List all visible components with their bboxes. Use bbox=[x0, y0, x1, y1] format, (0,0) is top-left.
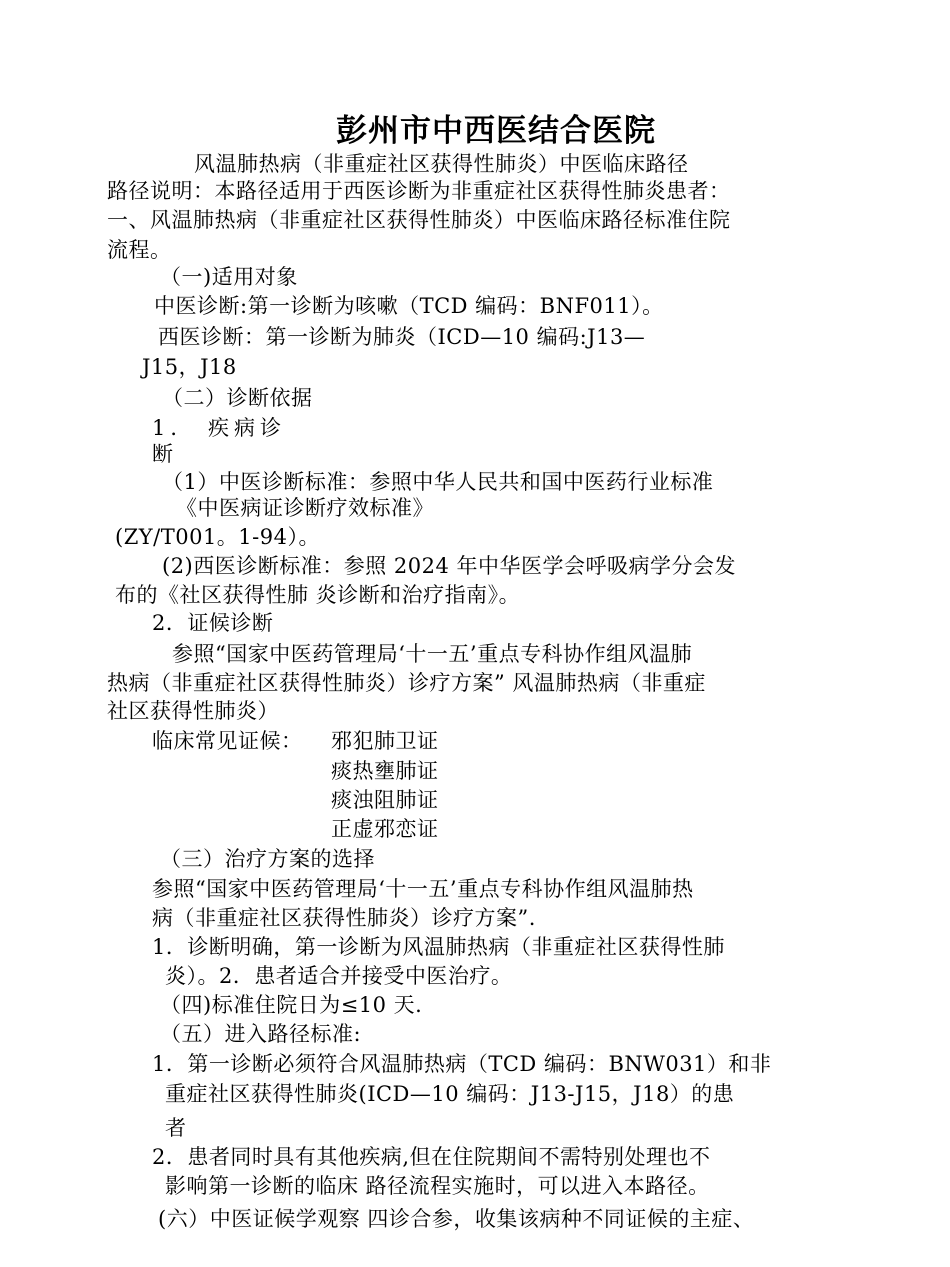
list-item: 1．第一诊断必须符合风温肺热病（TCD 编码：BNW031）和非 bbox=[152, 1052, 772, 1076]
section-heading: （五）进入路径标准: bbox=[160, 1022, 362, 1046]
wm-diagnosis: J15，J18 bbox=[142, 355, 237, 379]
list-item: 2．患者同时具有其他疾病,但在住院期间不需特别处理也不 bbox=[152, 1145, 711, 1169]
syndrome-item: 正虚邪恋证 bbox=[331, 817, 439, 841]
section-heading: （三）治疗方案的选择 bbox=[160, 847, 375, 871]
wm-standard: 布的《社区获得性肺 炎诊断和治疗指南》。 bbox=[115, 583, 521, 607]
tcm-standard: (ZY/T001。1-94）。 bbox=[115, 525, 320, 549]
syndrome-label: 临床常见证候： bbox=[152, 729, 303, 753]
syndrome-item: 痰浊阻肺证 bbox=[331, 788, 439, 812]
section-heading: （二）诊断依据 bbox=[162, 386, 313, 410]
list-item: 2．证候诊断 bbox=[152, 611, 274, 635]
intro-line: 流程。 bbox=[107, 238, 172, 262]
pathway-title: 风温肺热病（非重症社区获得性肺炎）中医临床路径 bbox=[194, 152, 689, 176]
reference-text: 热病（非重症社区获得性肺炎）诊疗方案” 风温肺热病（非重症 bbox=[107, 671, 706, 695]
list-item: 影响第一诊断的临床 路径流程实施时，可以进入本路径。 bbox=[165, 1174, 710, 1198]
reference-text: 参照“国家中医药管理局‘十一五’重点专科协作组风温肺热 bbox=[152, 877, 694, 901]
list-item: 者 bbox=[165, 1116, 187, 1140]
hospital-title: 彭州市中西医结合医院 bbox=[336, 113, 656, 149]
list-item: 重症社区获得性肺炎(ICD—10 编码：J13-J15，J18）的患 bbox=[165, 1082, 735, 1106]
reference-text: 病（非重症社区获得性肺炎）诊疗方案”. bbox=[152, 906, 536, 930]
syndrome-item: 邪犯肺卫证 bbox=[331, 729, 439, 753]
section-heading: （一)适用对象 bbox=[160, 265, 298, 289]
list-item: 炎）。2．患者适合并接受中医治疗。 bbox=[165, 964, 513, 988]
reference-text: 参照“国家中医药管理局‘十一五’重点专科协作组风温肺 bbox=[172, 642, 693, 666]
tcm-standard: （1）中医诊断标准：参照中华人民共和国中医药行业标准 bbox=[162, 470, 714, 494]
intro-line: 路径说明：本路径适用于西医诊断为非重症社区获得性肺炎患者： bbox=[107, 179, 731, 203]
syndrome-item: 痰热壅肺证 bbox=[331, 759, 439, 783]
tcm-standard: 《中医病证诊断疗效标准》 bbox=[176, 496, 434, 520]
reference-text: 社区获得性肺炎） bbox=[107, 699, 279, 723]
section-heading: (六）中医证候学观察 四诊合参，收集该病种不同证候的主症、 bbox=[158, 1207, 755, 1231]
wm-diagnosis: 西医诊断：第一诊断为肺炎（ICD—10 编码:J13— bbox=[158, 325, 646, 349]
section-heading: （四)标准住院日为≤10 天. bbox=[160, 993, 423, 1017]
tcm-diagnosis: 中医诊断:第一诊断为咳嗽（TCD 编码：BNF011）。 bbox=[154, 294, 664, 318]
list-item: 1．诊断明确，第一诊断为风温肺热病（非重症社区获得性肺 bbox=[152, 935, 725, 959]
wm-standard: (2)西医诊断标准：参照 2024 年中华医学会呼吸病学分会发 bbox=[162, 554, 737, 578]
list-item: 断 bbox=[152, 442, 174, 466]
list-item: 1． 疾病诊 bbox=[152, 416, 287, 440]
intro-line: 一、风温肺热病（非重症社区获得性肺炎）中医临床路径标准住院 bbox=[107, 208, 731, 232]
